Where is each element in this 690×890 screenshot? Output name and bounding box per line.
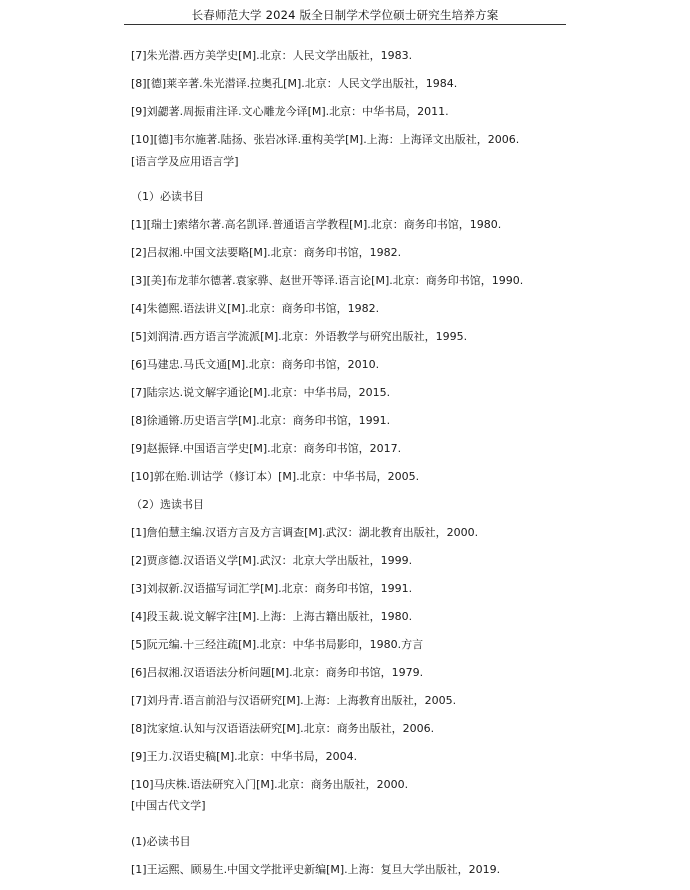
reference-line: [9]刘勰著.周振甫注译.文心雕龙今译[M].北京：中华书局，2011.: [131, 105, 449, 118]
reference-line: [4]段玉裁.说文解字注[M].上海：上海古籍出版社，1980.: [131, 610, 413, 623]
reference-line: [3]刘叔新.汉语描写词汇学[M].北京：商务印书馆，1991.: [131, 582, 413, 595]
reference-line: [3][美]布龙菲尔德著.袁家骅、赵世开等译.语言论[M].北京：商务印书馆，1990.: [131, 274, 524, 287]
reference-line: [1]王运熙、顾易生.中国文学批评史新编[M].上海：复旦大学出版社，2019.: [131, 863, 501, 876]
reference-line: [8][德]莱辛著.朱光潜译.拉奥孔[M].北京：人民文学出版社，1984.: [131, 77, 458, 90]
reference-line: [1]詹伯慧主编.汉语方言及方言调查[M].武汉：湖北教育出版社，2000.: [131, 526, 479, 539]
reference-line: [5]刘润清.西方语言学流派[M].北京：外语教学与研究出版社，1995.: [131, 330, 468, 343]
reference-line: [9]王力.汉语史稿[M].北京：中华书局，2004.: [131, 750, 358, 763]
reference-line: [10]郭在贻.训诂学（修订本）[M].北京：中华书局，2005.: [131, 470, 420, 483]
reference-line: [9]赵振铎.中国语言学史[M].北京：商务印书馆，2017.: [131, 442, 402, 455]
reference-line: [8]徐通锵.历史语言学[M].北京：商务印书馆，1991.: [131, 414, 391, 427]
reference-line: [7]陆宗达.说文解字通论[M].北京：中华书局，2015.: [131, 386, 391, 399]
reference-line: [7]刘丹青.语言前沿与汉语研究[M].上海：上海教育出版社，2005.: [131, 694, 457, 707]
reference-line: [6]马建忠.马氏文通[M].北京：商务印书馆，2010.: [131, 358, 380, 371]
reference-line: [8]沈家煊.认知与汉语语法研究[M].北京：商务出版社，2006.: [131, 722, 435, 735]
reference-line: [10]马庆株.语法研究入门[M].北京：商务出版社，2000.: [131, 778, 409, 791]
reference-line: [4]朱德熙.语法讲义[M].北京：商务印书馆，1982.: [131, 302, 380, 315]
reference-line: [5]阮元编.十三经注疏[M].北京：中华书局影印，1980.方言: [131, 638, 424, 651]
reference-line: [7]朱光潜.西方美学史[M].北京：人民文学出版社，1983.: [131, 49, 413, 62]
subsection-heading: （1）必读书目: [131, 190, 204, 203]
section-heading: [语言学及应用语言学]: [131, 155, 239, 168]
reference-line: [1][瑞士]索绪尔著.高名凯译.普通语言学教程[M].北京：商务印书馆，1980.: [131, 218, 502, 231]
reference-line: [10][德]韦尔施著.陆扬、张岩冰译.重构美学[M].上海：上海译文出版社，2006.: [131, 133, 520, 146]
section-heading: [中国古代文学]: [131, 799, 206, 812]
page-header-title: 长春师范大学 2024 版全日制学术学位硕士研究生培养方案: [191, 8, 499, 22]
header-divider: [124, 24, 566, 25]
reference-line: [2]吕叔湘.中国文法要略[M].北京：商务印书馆，1982.: [131, 246, 402, 259]
subsection-heading: （2）选读书目: [131, 498, 204, 511]
reference-line: [6]吕叔湘.汉语语法分析问题[M].北京：商务印书馆，1979.: [131, 666, 424, 679]
reference-line: [2]贾彦德.汉语语义学[M].武汉：北京大学出版社，1999.: [131, 554, 413, 567]
subsection-heading: (1)必读书目: [131, 835, 191, 848]
